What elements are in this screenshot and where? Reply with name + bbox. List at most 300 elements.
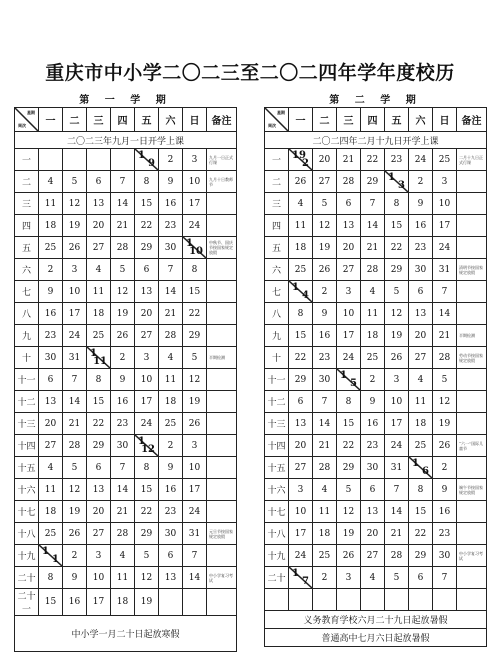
day-cell: 15 [289, 325, 313, 347]
day-cell: 23 [313, 347, 337, 369]
day-cell: 18 [361, 325, 385, 347]
day-cell: 24 [433, 237, 457, 259]
day-number: 1 [388, 172, 395, 183]
day-cell: 26 [337, 545, 361, 567]
note-cell [207, 435, 237, 457]
week-row [15, 281, 237, 303]
week-number: 八 [265, 303, 289, 325]
day-number: 1 [90, 348, 97, 359]
week-number: 二 [265, 171, 289, 193]
day-cell: 17 [337, 325, 361, 347]
day-cell: 26 [63, 237, 87, 259]
week-row [15, 391, 237, 413]
week-row [265, 413, 487, 435]
day-cell: 20 [87, 215, 111, 237]
day-cell: 18 [39, 215, 63, 237]
note-cell: 九月一日正式行课 [207, 149, 237, 171]
day-header: 日 [433, 108, 457, 132]
week-number: 七 [265, 281, 289, 303]
month-number: 12 [141, 444, 155, 455]
corner-week-label: 周次 [18, 123, 26, 128]
day-cell: 22 [87, 413, 111, 435]
note-cell [207, 589, 237, 616]
day-cell: 5 [433, 369, 457, 391]
day-cell [313, 589, 337, 611]
day-cell: 6 [337, 193, 361, 215]
day-cell: 7 [433, 281, 457, 303]
day-cell: 13 [289, 413, 313, 435]
month-start-cell [409, 457, 433, 479]
header-corner [15, 108, 39, 132]
day-cell: 23 [159, 215, 183, 237]
week-number: 二十一 [15, 589, 39, 616]
vacation-note: 义务教育学校六月二十九日起放暑假 [265, 611, 487, 629]
day-cell: 29 [135, 237, 159, 259]
week-row [265, 589, 487, 611]
day-cell: 5 [63, 171, 87, 193]
day-cell: 19 [63, 501, 87, 523]
day-cell: 28 [313, 457, 337, 479]
day-cell: 13 [409, 303, 433, 325]
week-row [15, 501, 237, 523]
note-cell [207, 281, 237, 303]
day-cell: 7 [63, 369, 87, 391]
note-cell: 清明节按国家规定放假 [457, 259, 487, 281]
day-cell: 13 [159, 567, 183, 589]
week-row [15, 567, 237, 589]
day-cell: 14 [159, 281, 183, 303]
week-row [15, 259, 237, 281]
day-cell: 15 [337, 413, 361, 435]
day-number: 1 [138, 436, 145, 447]
day-cell: 16 [39, 303, 63, 325]
day-number: 1 [292, 282, 299, 293]
note-cell: 中小学复习考试 [457, 545, 487, 567]
day-cell: 9 [433, 479, 457, 501]
day-cell: 3 [135, 347, 159, 369]
day-cell: 10 [337, 303, 361, 325]
week-number: 一 [15, 149, 39, 171]
day-cell: 12 [385, 303, 409, 325]
day-cell: 30 [111, 435, 135, 457]
day-cell: 7 [433, 567, 457, 589]
week-number: 十六 [265, 479, 289, 501]
day-cell: 11 [313, 501, 337, 523]
day-header: 三 [87, 108, 111, 132]
footer-row [265, 611, 487, 629]
week-row [15, 171, 237, 193]
day-cell: 29 [87, 435, 111, 457]
day-cell: 3 [433, 171, 457, 193]
month-start-cell [289, 567, 313, 589]
day-cell: 20 [313, 149, 337, 171]
day-cell: 21 [385, 523, 409, 545]
day-cell: 8 [337, 391, 361, 413]
day-cell: 14 [361, 215, 385, 237]
note-cell: 元旦节按国家规定放假 [207, 523, 237, 545]
day-cell: 18 [39, 501, 63, 523]
footer-row [265, 629, 487, 647]
day-cell: 5 [135, 545, 159, 567]
day-cell: 27 [361, 545, 385, 567]
day-number: 1 [412, 458, 419, 469]
day-cell: 25 [87, 325, 111, 347]
day-cell [433, 589, 457, 611]
day-cell: 23 [409, 237, 433, 259]
day-cell: 27 [409, 347, 433, 369]
day-cell: 2 [159, 149, 183, 171]
day-cell: 24 [135, 413, 159, 435]
week-number: 十一 [265, 369, 289, 391]
week-row [15, 237, 237, 259]
week-number: 十 [15, 347, 39, 369]
day-cell: 25 [289, 259, 313, 281]
note-cell [207, 501, 237, 523]
day-cell: 24 [183, 501, 207, 523]
day-number: 1 [340, 370, 347, 381]
day-cell: 24 [289, 545, 313, 567]
note-cell [457, 413, 487, 435]
day-cell: 28 [111, 237, 135, 259]
week-row [265, 215, 487, 237]
day-cell: 12 [63, 193, 87, 215]
day-cell [63, 149, 87, 171]
day-cell: 26 [111, 325, 135, 347]
day-number: 1 [42, 546, 49, 557]
month-number: 11 [93, 356, 107, 367]
note-cell [207, 457, 237, 479]
day-cell: 28 [159, 325, 183, 347]
week-row [265, 545, 487, 567]
day-cell: 24 [385, 435, 409, 457]
semester-1 [14, 94, 237, 652]
day-cell: 30 [313, 369, 337, 391]
month-start-cell [87, 347, 111, 369]
day-cell: 8 [135, 171, 159, 193]
day-cell: 3 [183, 435, 207, 457]
day-cell: 23 [39, 325, 63, 347]
day-cell: 5 [63, 457, 87, 479]
day-cell: 11 [39, 193, 63, 215]
day-cell: 4 [409, 369, 433, 391]
day-number: 1 [292, 568, 299, 579]
day-cell: 7 [313, 391, 337, 413]
week-row [265, 501, 487, 523]
semester-title: 第 二 学 期 [329, 95, 422, 106]
week-number [265, 589, 289, 611]
corner-week-label: 周次 [268, 123, 276, 128]
day-cell: 13 [87, 193, 111, 215]
week-row [265, 237, 487, 259]
note-cell [207, 215, 237, 237]
day-cell: 22 [183, 303, 207, 325]
week-row [265, 391, 487, 413]
vacation-note: 中小学一月二十日起放寒假 [15, 616, 237, 652]
day-cell: 25 [39, 523, 63, 545]
day-cell: 20 [39, 413, 63, 435]
month-number: 5 [350, 378, 357, 389]
day-cell: 17 [63, 303, 87, 325]
day-cell: 12 [337, 501, 361, 523]
week-number: 三 [265, 193, 289, 215]
month-number: 2 [302, 158, 309, 169]
day-cell: 12 [63, 479, 87, 501]
day-cell: 9 [313, 303, 337, 325]
note-header: 备注 [207, 108, 237, 132]
day-cell: 17 [87, 589, 111, 616]
day-cell: 17 [289, 523, 313, 545]
day-cell: 28 [337, 171, 361, 193]
day-cell: 30 [361, 457, 385, 479]
day-cell: 21 [111, 501, 135, 523]
day-cell: 27 [337, 259, 361, 281]
day-cell: 27 [87, 237, 111, 259]
week-row [265, 369, 487, 391]
day-cell: 15 [135, 479, 159, 501]
day-cell: 10 [289, 501, 313, 523]
day-cell: 22 [409, 523, 433, 545]
day-cell: 14 [433, 303, 457, 325]
day-cell: 7 [385, 479, 409, 501]
day-cell: 26 [63, 523, 87, 545]
day-cell: 30 [39, 347, 63, 369]
day-cell: 4 [39, 171, 63, 193]
note-cell: “六一”国际儿童节 [457, 435, 487, 457]
day-cell: 19 [313, 237, 337, 259]
header-corner [265, 108, 289, 132]
day-cell: 6 [361, 479, 385, 501]
day-cell: 11 [111, 567, 135, 589]
day-cell [183, 589, 207, 616]
day-cell: 30 [159, 523, 183, 545]
day-cell: 18 [111, 589, 135, 616]
week-number: 十二 [15, 391, 39, 413]
day-cell: 30 [159, 237, 183, 259]
day-cell: 26 [289, 171, 313, 193]
header-row [265, 108, 487, 132]
week-number: 二 [15, 171, 39, 193]
day-cell: 11 [39, 479, 63, 501]
day-cell: 6 [87, 171, 111, 193]
week-row [15, 479, 237, 501]
day-cell: 6 [159, 545, 183, 567]
day-cell: 29 [409, 545, 433, 567]
day-cell: 31 [63, 347, 87, 369]
note-cell: 半期检测 [207, 347, 237, 369]
day-number: 1 [186, 238, 193, 249]
day-cell: 9 [159, 457, 183, 479]
day-cell: 27 [313, 171, 337, 193]
day-cell: 28 [433, 347, 457, 369]
week-number: 五 [265, 237, 289, 259]
week-row [15, 523, 237, 545]
day-cell: 23 [111, 413, 135, 435]
day-cell: 3 [183, 149, 207, 171]
day-cell: 4 [361, 567, 385, 589]
day-cell: 19 [183, 391, 207, 413]
semester-start: 二〇二三年九月一日开学上课 [15, 132, 237, 149]
day-cell: 6 [409, 281, 433, 303]
day-cell [409, 589, 433, 611]
day-cell: 20 [337, 237, 361, 259]
month-number: 7 [302, 576, 309, 587]
day-cell: 15 [409, 501, 433, 523]
week-number: 十二 [265, 391, 289, 413]
day-cell: 14 [183, 567, 207, 589]
day-cell: 19 [111, 303, 135, 325]
day-cell: 21 [337, 149, 361, 171]
day-cell: 16 [63, 589, 87, 616]
day-cell: 10 [433, 193, 457, 215]
day-cell: 31 [385, 457, 409, 479]
day-cell: 14 [385, 501, 409, 523]
day-cell [159, 589, 183, 616]
week-number: 十六 [15, 479, 39, 501]
day-cell: 28 [385, 545, 409, 567]
day-cell: 13 [135, 281, 159, 303]
day-cell: 8 [135, 457, 159, 479]
day-cell: 16 [159, 479, 183, 501]
note-header: 备注 [457, 108, 487, 132]
week-row [15, 457, 237, 479]
week-row [265, 281, 487, 303]
day-cell: 18 [159, 391, 183, 413]
day-number: 19 [292, 150, 306, 161]
week-number: 四 [265, 215, 289, 237]
week-number: 十七 [15, 501, 39, 523]
day-cell: 23 [433, 523, 457, 545]
day-cell: 16 [433, 501, 457, 523]
week-row [15, 303, 237, 325]
day-cell: 16 [361, 413, 385, 435]
week-row [265, 457, 487, 479]
day-cell: 31 [183, 523, 207, 545]
day-cell: 3 [385, 369, 409, 391]
note-cell [457, 369, 487, 391]
week-number: 十四 [265, 435, 289, 457]
day-cell: 9 [409, 193, 433, 215]
week-row [15, 193, 237, 215]
note-cell: 端午节按国家规定放假 [457, 479, 487, 501]
day-cell: 10 [63, 281, 87, 303]
day-cell: 17 [183, 479, 207, 501]
day-cell: 25 [39, 237, 63, 259]
note-cell [207, 193, 237, 215]
week-number: 四 [15, 215, 39, 237]
day-header: 六 [159, 108, 183, 132]
note-cell [207, 259, 237, 281]
day-cell: 2 [159, 435, 183, 457]
vacation-note: 普通高中七月六日起放暑假 [265, 629, 487, 647]
day-cell: 18 [289, 237, 313, 259]
day-cell: 29 [337, 457, 361, 479]
week-number: 十五 [15, 457, 39, 479]
week-row [265, 523, 487, 545]
day-cell: 20 [87, 501, 111, 523]
day-cell: 12 [183, 369, 207, 391]
week-row [15, 413, 237, 435]
note-cell [457, 281, 487, 303]
note-cell [457, 215, 487, 237]
day-cell: 9 [63, 567, 87, 589]
day-cell: 14 [111, 479, 135, 501]
day-cell: 29 [385, 259, 409, 281]
day-cell: 8 [39, 567, 63, 589]
day-cell: 11 [159, 369, 183, 391]
month-number: 1 [52, 554, 59, 565]
note-cell: 二月十九日正式行课 [457, 149, 487, 171]
day-cell: 3 [337, 567, 361, 589]
day-header: 六 [409, 108, 433, 132]
week-number: 十九 [15, 545, 39, 567]
note-cell [207, 325, 237, 347]
day-header: 二 [313, 108, 337, 132]
day-cell: 22 [337, 435, 361, 457]
week-row [265, 193, 487, 215]
day-cell: 11 [87, 281, 111, 303]
day-cell: 25 [409, 435, 433, 457]
start-row [265, 132, 487, 149]
note-cell [207, 391, 237, 413]
week-number: 十五 [265, 457, 289, 479]
day-cell: 25 [313, 545, 337, 567]
day-cell: 22 [385, 237, 409, 259]
day-cell: 27 [289, 457, 313, 479]
note-cell: 半期检测 [457, 325, 487, 347]
month-start-cell [135, 435, 159, 457]
note-cell: 中秋节、国庆节按国家规定放假 [207, 237, 237, 259]
day-cell: 26 [385, 347, 409, 369]
week-number: 八 [15, 303, 39, 325]
note-cell [457, 457, 487, 479]
day-cell: 30 [433, 545, 457, 567]
day-cell: 28 [361, 259, 385, 281]
day-cell: 29 [135, 523, 159, 545]
day-cell: 12 [111, 281, 135, 303]
day-cell: 23 [385, 149, 409, 171]
week-number: 三 [15, 193, 39, 215]
week-number: 五 [15, 237, 39, 259]
month-number: 3 [398, 180, 405, 191]
day-cell: 9 [361, 391, 385, 413]
note-cell [207, 369, 237, 391]
semester-2 [264, 94, 487, 647]
week-row [265, 303, 487, 325]
day-cell: 11 [289, 215, 313, 237]
note-cell [457, 391, 487, 413]
day-cell: 19 [63, 215, 87, 237]
week-row [265, 259, 487, 281]
day-cell: 2 [313, 281, 337, 303]
day-cell: 2 [111, 347, 135, 369]
day-cell: 2 [433, 457, 457, 479]
day-cell: 27 [135, 325, 159, 347]
note-cell [457, 567, 487, 589]
day-cell: 16 [159, 193, 183, 215]
note-cell [457, 501, 487, 523]
day-cell: 17 [135, 391, 159, 413]
week-number: 十三 [265, 413, 289, 435]
day-cell: 13 [39, 391, 63, 413]
note-cell: 劳动节按国家规定放假 [457, 347, 487, 369]
day-header: 一 [289, 108, 313, 132]
day-cell: 21 [433, 325, 457, 347]
day-cell [361, 589, 385, 611]
day-cell: 24 [409, 149, 433, 171]
day-cell: 17 [433, 215, 457, 237]
day-cell: 15 [87, 391, 111, 413]
day-cell: 6 [87, 457, 111, 479]
